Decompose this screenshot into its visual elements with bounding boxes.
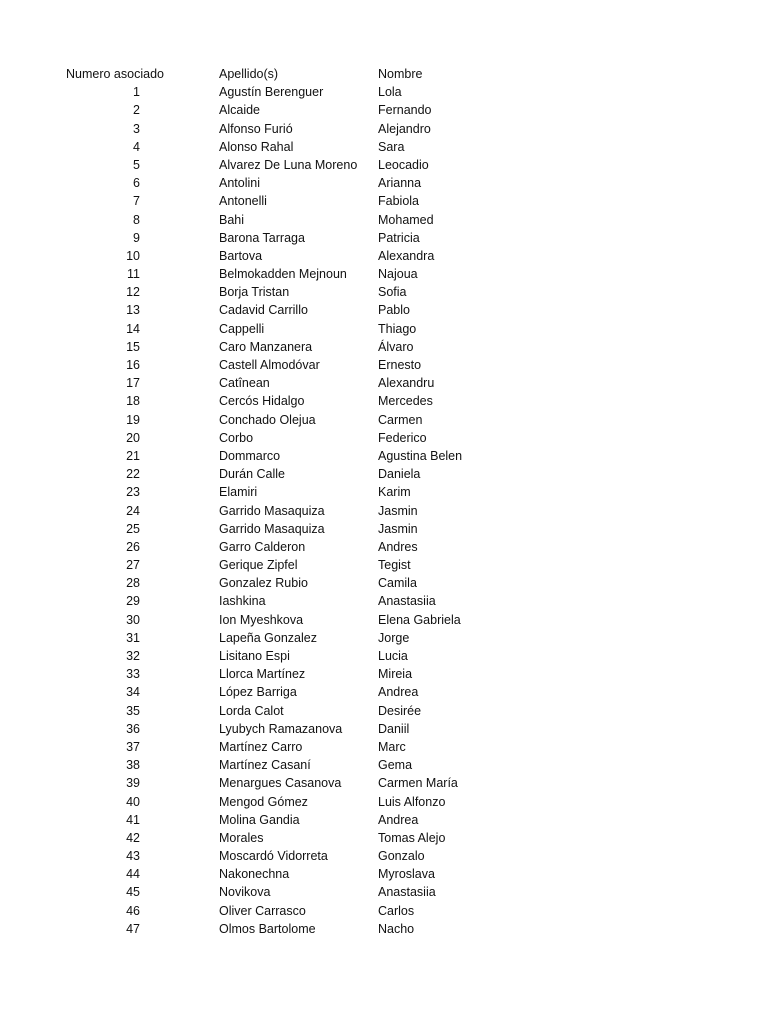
cell-numero: 42 [126, 830, 140, 845]
cell-apellidos: Novikova [219, 885, 271, 900]
cell-nombre: Gonzalo [378, 849, 425, 864]
table-row [0, 793, 768, 811]
cell-numero: 35 [126, 703, 140, 718]
cell-apellidos: Lapeña Gonzalez [219, 630, 317, 645]
cell-apellidos: Morales [219, 830, 264, 845]
cell-apellidos: Lisitano Espi [219, 649, 290, 663]
table-row [0, 574, 768, 592]
cell-nombre: Tomas Alejo [378, 830, 446, 845]
cell-apellidos: Alfonso Furió [219, 121, 293, 136]
table-row [0, 538, 768, 556]
table-row [0, 338, 768, 356]
cell-numero: 17 [126, 376, 140, 391]
cell-nombre: Álvaro [378, 339, 414, 354]
table-row [0, 265, 768, 283]
cell-numero: 11 [127, 267, 140, 282]
table-body [0, 83, 768, 938]
cell-apellidos: Durán Calle [219, 467, 286, 482]
cell-numero: 2 [133, 103, 140, 118]
cell-nombre: Najoua [378, 267, 418, 282]
cell-numero: 16 [126, 358, 140, 372]
cell-nombre: Ernesto [378, 358, 422, 372]
cell-apellidos: Bartova [219, 248, 263, 263]
table-row [0, 356, 768, 374]
table-row [0, 756, 768, 774]
cell-nombre: Jasmin [378, 521, 418, 536]
cell-nombre: Nacho [378, 921, 415, 936]
table-row [0, 702, 768, 720]
table-row [0, 665, 768, 683]
cell-numero: 38 [126, 758, 140, 773]
cell-apellidos: Oliver Carrasco [219, 903, 306, 918]
cell-nombre: Tegist [378, 558, 411, 573]
table-row [0, 83, 768, 101]
table-row [0, 301, 768, 319]
cell-apellidos: Alvarez De Luna Moreno [219, 157, 358, 172]
cell-nombre: Myroslava [378, 867, 435, 882]
cell-apellidos: Molina Gandia [219, 812, 300, 827]
cell-numero: 14 [126, 321, 140, 336]
cell-apellidos: Mengod Gómez [219, 794, 308, 809]
cell-apellidos: Antolini [219, 176, 260, 191]
cell-numero: 37 [126, 739, 140, 754]
cell-apellidos: Martínez Carro [219, 739, 303, 754]
table-row [0, 392, 768, 410]
cell-numero: 19 [126, 412, 140, 427]
cell-apellidos: Moscardó Vidorreta [219, 849, 328, 864]
table-row [0, 629, 768, 647]
cell-nombre: Pablo [378, 303, 410, 318]
cell-nombre: Jorge [378, 630, 410, 645]
cell-nombre: Anastasiia [378, 594, 436, 609]
header-row [0, 65, 768, 83]
table-row [0, 192, 768, 210]
cell-apellidos: Gerique Zipfel [219, 558, 298, 573]
cell-nombre: Leocadio [378, 157, 429, 172]
cell-numero: 1 [133, 85, 140, 100]
table-row [0, 647, 768, 665]
table-row [0, 465, 768, 483]
cell-apellidos: Bahi [219, 212, 245, 227]
table-row [0, 374, 768, 392]
cell-apellidos: Lyubych Ramazanova [219, 721, 343, 736]
cell-nombre: Alejandro [378, 121, 431, 136]
cell-numero: 27 [126, 558, 140, 573]
cell-numero: 10 [126, 248, 140, 263]
header-nombre: Nombre [378, 67, 423, 81]
table-row [0, 920, 768, 938]
cell-numero: 33 [126, 667, 140, 682]
table-row [0, 411, 768, 429]
cell-numero: 8 [133, 212, 140, 227]
cell-apellidos: Garrido Masaquiza [219, 503, 325, 518]
table-row [0, 611, 768, 629]
cell-apellidos: Conchado Olejua [219, 412, 316, 427]
cell-apellidos: Antonelli [219, 194, 267, 209]
cell-apellidos: Iashkina [219, 594, 266, 609]
cell-apellidos: López Barriga [219, 685, 297, 700]
cell-numero: 21 [126, 448, 140, 463]
cell-nombre: Federico [378, 430, 427, 445]
cell-apellidos: Llorca Martínez [219, 667, 306, 682]
cell-apellidos: Elamiri [219, 485, 258, 500]
cell-numero: 20 [126, 430, 140, 445]
cell-nombre: Mercedes [378, 394, 433, 409]
member-table [0, 65, 768, 938]
cell-nombre: Andrea [378, 685, 419, 700]
table-row [0, 283, 768, 301]
cell-numero: 28 [126, 576, 140, 591]
cell-apellidos: Alcaide [219, 103, 260, 118]
cell-nombre: Thiago [378, 321, 417, 336]
cell-apellidos: Barona Tarraga [219, 230, 305, 245]
table-row [0, 101, 768, 119]
cell-apellidos: Borja Tristan [219, 285, 290, 300]
table-row [0, 883, 768, 901]
table-row [0, 811, 768, 829]
table-row [0, 774, 768, 792]
cell-numero: 44 [126, 867, 140, 882]
table-row [0, 829, 768, 847]
cell-numero: 31 [126, 630, 140, 645]
table-row [0, 556, 768, 574]
table-row [0, 156, 768, 174]
table-row [0, 502, 768, 520]
cell-numero: 45 [126, 885, 140, 900]
cell-apellidos: Ion Myeshkova [219, 612, 304, 627]
cell-apellidos: Martínez Casaní [219, 758, 311, 773]
cell-nombre: Sara [378, 139, 405, 154]
cell-apellidos: Caro Manzanera [219, 339, 313, 354]
cell-numero: 30 [126, 612, 140, 627]
cell-numero: 24 [126, 503, 140, 518]
cell-apellidos: Garro Calderon [219, 539, 306, 554]
cell-numero: 46 [126, 903, 140, 918]
cell-numero: 15 [126, 339, 140, 354]
cell-nombre: Fabiola [378, 194, 419, 209]
cell-apellidos: Castell Almodóvar [219, 358, 320, 372]
table-row [0, 429, 768, 447]
header-apellidos: Apellido(s) [219, 67, 279, 81]
cell-numero: 39 [126, 776, 140, 791]
table-row [0, 138, 768, 156]
table-row [0, 520, 768, 538]
cell-apellidos: Catînean [219, 376, 270, 391]
cell-nombre: Lola [378, 85, 402, 100]
cell-numero: 22 [126, 467, 140, 482]
cell-nombre: Sofia [378, 285, 407, 300]
cell-nombre: Camila [378, 576, 417, 591]
table-row [0, 847, 768, 865]
cell-nombre: Patricia [378, 230, 420, 245]
cell-apellidos: Corbo [219, 430, 254, 445]
table-row [0, 902, 768, 920]
cell-numero: 6 [133, 176, 140, 191]
table-row [0, 174, 768, 192]
cell-apellidos: Nakonechna [219, 867, 290, 882]
cell-apellidos: Garrido Masaquiza [219, 521, 325, 536]
cell-nombre: Andres [378, 539, 418, 554]
cell-nombre: Mohamed [378, 212, 434, 227]
table-row [0, 229, 768, 247]
cell-nombre: Andrea [378, 812, 419, 827]
cell-numero: 5 [133, 157, 140, 172]
cell-numero: 13 [126, 303, 140, 318]
cell-nombre: Carlos [378, 903, 415, 918]
cell-apellidos: Olmos Bartolome [219, 921, 316, 936]
cell-nombre: Daniela [378, 467, 421, 482]
cell-nombre: Luis Alfonzo [378, 794, 446, 809]
cell-nombre: Anastasiia [378, 885, 436, 900]
cell-apellidos: Belmokadden Mejnoun [219, 267, 347, 282]
table-row [0, 447, 768, 465]
cell-apellidos: Alonso Rahal [219, 139, 294, 154]
cell-numero: 23 [126, 485, 140, 500]
table-row [0, 120, 768, 138]
cell-apellidos: Cadavid Carrillo [219, 303, 308, 318]
cell-nombre: Carmen [378, 412, 423, 427]
cell-numero: 47 [126, 921, 140, 936]
cell-numero: 26 [126, 539, 140, 554]
cell-numero: 3 [133, 121, 140, 136]
cell-nombre: Agustina Belen [378, 448, 463, 463]
cell-apellidos: Cappelli [219, 321, 265, 336]
cell-nombre: Alexandra [378, 248, 435, 263]
cell-numero: 12 [126, 285, 140, 300]
cell-apellidos: Gonzalez Rubio [219, 576, 308, 591]
cell-numero: 34 [126, 685, 140, 700]
cell-numero: 40 [126, 794, 140, 809]
cell-numero: 7 [133, 194, 140, 209]
table-row [0, 738, 768, 756]
cell-numero: 9 [133, 230, 140, 245]
table-row [0, 483, 768, 501]
cell-nombre: Arianna [378, 176, 422, 191]
cell-apellidos: Agustín Berenguer [219, 85, 324, 100]
cell-nombre: Elena Gabriela [378, 612, 461, 627]
cell-numero: 18 [126, 394, 140, 409]
cell-numero: 29 [126, 594, 140, 609]
cell-nombre: Daniil [378, 721, 410, 736]
cell-numero: 4 [133, 139, 140, 154]
cell-numero: 25 [126, 521, 140, 536]
header-numero-asociado: Numero asociado [66, 67, 164, 81]
cell-apellidos: Lorda Calot [219, 703, 284, 718]
cell-nombre: Karim [378, 485, 411, 500]
table-row [0, 247, 768, 265]
cell-apellidos: Cercós Hidalgo [219, 394, 305, 409]
cell-nombre: Desirée [378, 703, 422, 718]
cell-apellidos: Menargues Casanova [219, 776, 342, 791]
table-row [0, 592, 768, 610]
cell-nombre: Fernando [378, 103, 432, 118]
cell-nombre: Carmen María [378, 776, 458, 791]
table-row [0, 720, 768, 738]
cell-apellidos: Dommarco [219, 448, 281, 463]
cell-nombre: Mireia [378, 667, 413, 682]
table-row [0, 211, 768, 229]
cell-numero: 36 [126, 721, 140, 736]
table-row [0, 683, 768, 701]
cell-nombre: Gema [378, 758, 413, 773]
table-row [0, 865, 768, 883]
cell-nombre: Marc [378, 739, 406, 754]
cell-numero: 43 [126, 849, 140, 864]
cell-nombre: Jasmin [378, 503, 418, 518]
cell-nombre: Lucia [378, 649, 408, 663]
cell-nombre: Alexandru [378, 376, 435, 391]
cell-numero: 32 [126, 649, 140, 663]
table-row [0, 320, 768, 338]
cell-numero: 41 [126, 812, 140, 827]
